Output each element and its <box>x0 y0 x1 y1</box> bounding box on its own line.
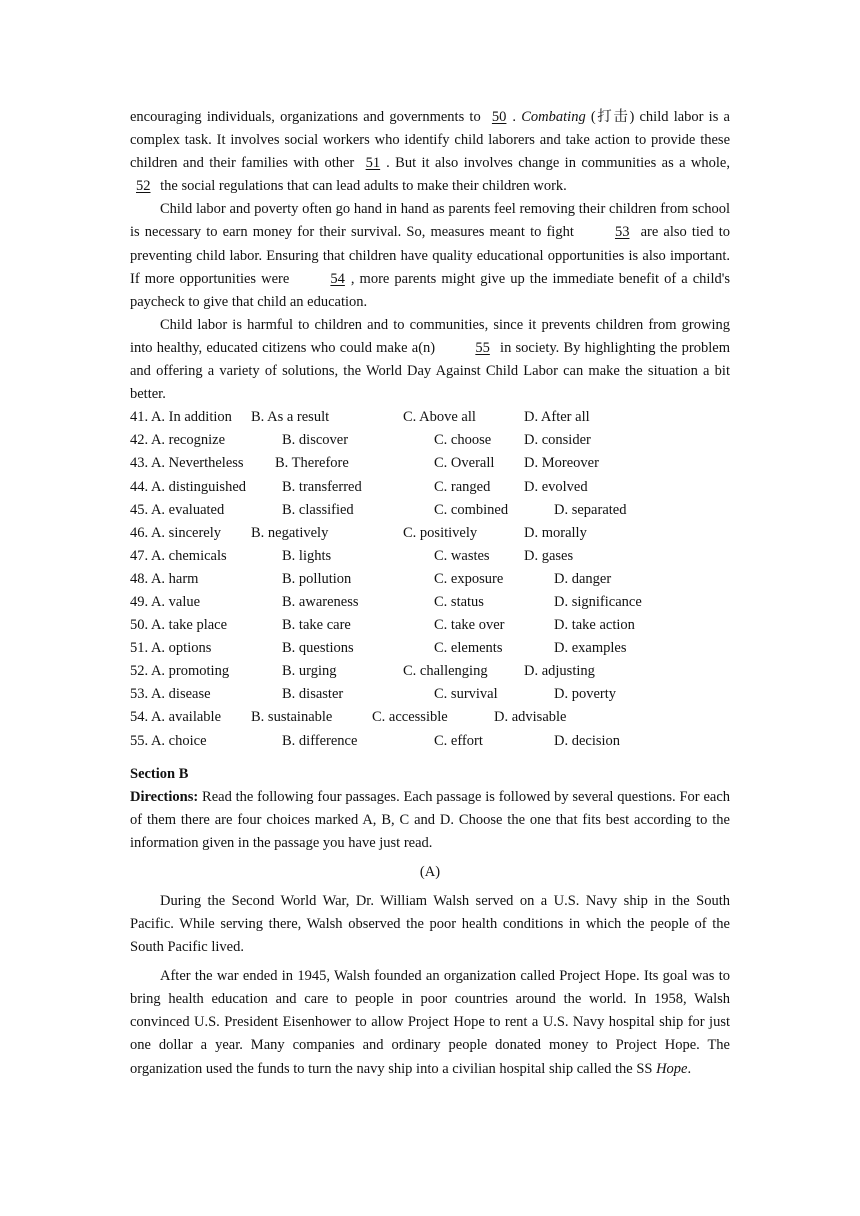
option-row <box>130 706 730 729</box>
document-page <box>130 106 730 1081</box>
option-choice-a: 55. A. choice <box>130 732 207 749</box>
blank-53: 53 <box>614 224 630 241</box>
option-choice-b: B. urging <box>282 663 337 680</box>
passage-a-paragraph-2 <box>130 965 730 1080</box>
option-choice-d: D. decision <box>554 732 621 749</box>
option-choice-b: B. Therefore <box>275 455 349 472</box>
option-choice-a: 50. A. take place <box>130 617 228 634</box>
option-choice-c: C. take over <box>434 617 505 634</box>
option-choice-d: D. gases <box>524 547 574 564</box>
blank-54: 54 <box>330 270 345 287</box>
option-row <box>130 730 730 753</box>
option-row <box>130 637 730 660</box>
text-run: , more parents might give up the immediate benefit of a child's paycheck to give that child an education. <box>130 270 730 310</box>
option-choice-d: D. consider <box>524 432 591 449</box>
text-run: . <box>687 1060 692 1077</box>
option-choice-a: 43. A. Nevertheless <box>130 455 244 472</box>
option-choice-b: B. disaster <box>282 686 344 703</box>
option-choice-b: B. discover <box>282 432 349 449</box>
option-choice-a: 46. A. sincerely <box>130 524 222 541</box>
option-row <box>130 522 730 545</box>
section-b-title: Section B <box>130 765 189 782</box>
option-row <box>130 545 730 568</box>
option-row <box>130 406 730 429</box>
option-choice-d: D. After all <box>524 409 590 426</box>
option-choice-a: 45. A. evaluated <box>130 501 225 518</box>
blank-52: 52 <box>136 178 151 195</box>
option-choice-d: D. evolved <box>524 478 588 495</box>
option-choice-a: 41. A. In addition <box>130 409 232 426</box>
directions-label: Directions: <box>130 788 199 805</box>
text-run: (打击) child labor is a complex task. It involves social workers who identify child laborers and take action to provide these children and their families with other <box>130 109 730 172</box>
option-row <box>130 476 730 499</box>
passage-paragraph-2 <box>130 198 730 313</box>
option-choice-b: B. lights <box>282 547 332 564</box>
option-choice-b: B. questions <box>282 640 354 657</box>
text-run: encouraging individuals, organizations and governments to <box>130 109 486 125</box>
option-row <box>130 591 730 614</box>
option-choice-a: 53. A. disease <box>130 686 211 703</box>
passage-a-paragraph-1: During the Second World War, Dr. William Walsh served on a U.S. Navy ship in the South Pacific. While serving there, Walsh observed the poor health conditions in which the people of the South Pacific lived. <box>130 892 730 956</box>
option-choice-c: C. status <box>434 593 484 610</box>
option-choice-c: C. accessible <box>372 709 448 726</box>
option-row <box>130 452 730 475</box>
option-row <box>130 683 730 706</box>
text-run: . But it also involves change in communities as a whole, <box>386 155 730 172</box>
option-choice-b: B. transferred <box>282 478 362 495</box>
option-choice-b: B. classified <box>282 501 354 518</box>
option-choice-b: B. negatively <box>251 524 329 541</box>
option-choice-d: D. Moreover <box>524 455 599 472</box>
option-choice-b: B. take care <box>282 617 351 634</box>
text-run: . <box>512 109 522 125</box>
option-choice-c: C. survival <box>434 686 498 703</box>
option-choice-a: 54. A. available <box>130 709 222 726</box>
option-row <box>130 660 730 683</box>
directions-text: Read the following four passages. Each passage is followed by several questions. For each of them there are four choices marked A, B, C and D. Choose the one that fits best according to the information given in the passage you have just read. <box>130 788 730 851</box>
directions-paragraph <box>130 786 730 855</box>
option-choice-d: D. morally <box>524 524 587 541</box>
option-choice-b: B. As a result <box>251 409 330 426</box>
option-choice-c: C. Overall <box>434 455 495 472</box>
option-choice-a: 47. A. chemicals <box>130 547 227 564</box>
option-choice-c: C. Above all <box>403 409 476 426</box>
option-choice-b: B. sustainable <box>251 709 333 726</box>
text-run: are also tied to preventing child labor. Ensuring that children have quality educational opportunities is also important. If more opportunities were <box>130 224 730 287</box>
option-choice-d: D. poverty <box>554 686 617 703</box>
answer-options-list <box>130 406 730 752</box>
option-row <box>130 499 730 522</box>
option-choice-c: C. exposure <box>434 570 504 587</box>
text-run: the social regulations that can lead adults to make their children work. <box>156 178 567 195</box>
option-choice-d: D. adjusting <box>524 663 595 680</box>
option-choice-d: D. significance <box>554 593 642 610</box>
option-choice-a: 51. A. options <box>130 640 212 657</box>
option-choice-a: 49. A. value <box>130 593 201 610</box>
option-row <box>130 614 730 637</box>
option-choice-c: C. effort <box>434 732 483 749</box>
passage-paragraph-1 <box>130 106 730 198</box>
italic-term: Combating <box>521 109 586 125</box>
option-choice-c: C. ranged <box>434 478 491 495</box>
option-choice-b: B. awareness <box>282 593 359 610</box>
option-choice-a: 44. A. distinguished <box>130 478 247 495</box>
option-row <box>130 568 730 591</box>
option-choice-c: C. challenging <box>403 663 488 680</box>
option-choice-d: D. advisable <box>494 709 567 726</box>
option-choice-c: C. choose <box>434 432 492 449</box>
option-choice-c: C. combined <box>434 501 509 518</box>
option-choice-c: C. elements <box>434 640 503 657</box>
text-run: Child labor is harmful to children and to communities, since it prevents children from growing into healthy, educated citizens who could make a(n) <box>130 316 730 356</box>
text-run: After the war ended in 1945, Walsh founded an organization called Project Hope. Its goal was to bring health education and care to people in poor countries around the world. In 1958, Walsh convinced U.S. President Eisenhower to allow Project Hope to rent a U.S. Navy hospital ship for just one dollar a year. Many companies and ordinary people donated money to Project Hope. The organization used the funds to turn the navy ship into a civilian hospital ship called the SS <box>130 968 730 1077</box>
option-choice-d: D. separated <box>554 501 627 518</box>
passage-label: (A) <box>419 863 441 880</box>
blank-50: 50 <box>491 109 507 125</box>
option-row <box>130 429 730 452</box>
option-choice-b: B. difference <box>282 732 358 749</box>
option-choice-c: C. wastes <box>434 547 490 564</box>
blank-51: 51 <box>365 155 381 172</box>
text-run: Child labor and poverty often go hand in hand as parents feel removing their children from school is necessary to earn money for their survival. So, measures meant to fight <box>130 201 730 241</box>
option-choice-d: D. danger <box>554 570 612 587</box>
option-choice-d: D. examples <box>554 640 627 657</box>
italic-ship-name: Hope <box>656 1060 688 1077</box>
text-run: in society. By highlighting the problem and offering a variety of solutions, the World Day Against Child Labor can make the situation a bit better. <box>130 339 730 403</box>
option-choice-c: C. positively <box>403 524 478 541</box>
option-choice-a: 48. A. harm <box>130 570 199 587</box>
option-choice-d: D. take action <box>554 617 635 634</box>
option-choice-a: 52. A. promoting <box>130 663 230 680</box>
blank-55: 55 <box>475 339 490 356</box>
option-choice-a: 42. A. recognize <box>130 432 226 449</box>
passage-paragraph-3 <box>130 314 730 406</box>
option-choice-b: B. pollution <box>282 570 352 587</box>
